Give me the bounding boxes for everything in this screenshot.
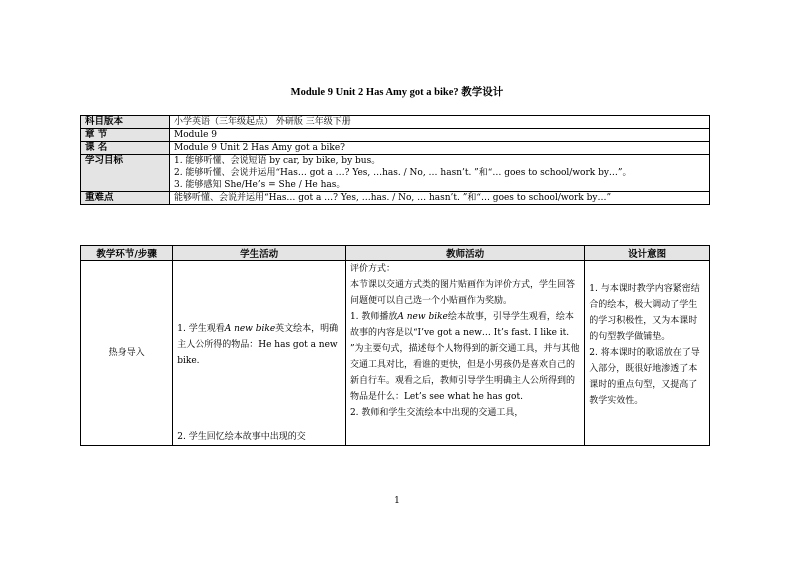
- header-stage: 教学环节/步骤: [81, 246, 173, 261]
- teacher-activity-cell: [345, 261, 584, 446]
- teaching-plan-table: [80, 245, 710, 446]
- student-activity-1: 1. 学生观看A new bike英文绘本，明确主人公所得的物品：He has got a new bike.: [177, 324, 339, 366]
- objective-1: 1. 能够听懂、会说短语 by car, by bike, by bus。: [174, 156, 381, 166]
- header-student-activity: 学生活动: [173, 246, 346, 261]
- document-title: Module 9 Unit 2 Has Amy got a bike? 教学设计: [290, 87, 504, 98]
- lesson-value: Module 9 Unit 2 Has Amy got a bike?: [170, 142, 710, 155]
- design-intent-1: 1. 与本课时教学内容紧密结合的绘本，极大调动了学生的学习积极性，又为本课时的句型教学做铺垫。: [589, 284, 700, 342]
- student-activity-cell: [173, 261, 346, 446]
- lesson-label: 课 名: [81, 142, 170, 155]
- objective-3: 3. 能够感知 She/He’s = She / He has。: [174, 180, 346, 190]
- header-design-intent: 设计意图: [585, 246, 710, 261]
- table-row: [81, 192, 710, 205]
- page-number: 1: [394, 496, 400, 506]
- subject-version-label: 科目版本: [81, 116, 170, 129]
- teacher-activity-1: 1. 教师播放A new bike绘本故事，引导学生观看，绘本故事的内容是以“I’ve got a new… It’s fast. I like it. ”为主要句式，描述每个人物得到的新交通工具，并与其他交通工具对比，看谁的更快，但是小男孩仍是喜欢自己的新自行车。观看之后，教师引导学生明确主人公所得到的物品是什么：Let’s see what he has got.: [349, 312, 580, 402]
- stage-cell: 热身导入: [81, 261, 173, 446]
- chapter-label: 章 节: [81, 129, 170, 142]
- table-row: [81, 155, 710, 192]
- header-teacher-activity: 教师活动: [345, 246, 584, 261]
- objectives-label: 学习目标: [81, 155, 170, 192]
- objective-2: 2. 能够听懂、会说并运用“Has… got a …? Yes, …has. / No, … hasn’t. ”和“… goes to school/work by…”。: [174, 168, 632, 178]
- design-intent-2: 2. 将本课时的歌谣放在了导入部分，既很好地渗透了本课时的重点句型，又提高了教学实效性。: [589, 348, 700, 406]
- teacher-activity-2: 2. 教师和学生交流绘本中出现的交通工具，: [349, 408, 524, 418]
- table-row: [81, 261, 710, 446]
- objectives-value: [170, 155, 710, 192]
- subject-version-value: 小学英语（三年级起点） 外研版 三年级下册: [170, 116, 710, 129]
- table-row: [81, 116, 710, 129]
- key-points-value: 能够听懂、会说并运用“Has… got a …? Yes, …has. / No, … hasn’t. ”和“… goes to school/work by…”: [170, 192, 710, 205]
- table-header-row: [81, 246, 710, 261]
- course-info-table: [80, 115, 710, 205]
- teacher-evaluation: 评价方式： 本节课以交通方式类的图片贴画作为评价方式，学生回答问题便可以自己选一个小贴画作为奖励。: [349, 264, 575, 306]
- table-row: [81, 129, 710, 142]
- key-points-label: 重难点: [81, 192, 170, 205]
- design-intent-cell: [585, 261, 710, 446]
- table-row: [81, 142, 710, 155]
- student-activity-2: 2. 学生回忆绘本故事中出现的交: [177, 432, 306, 442]
- chapter-value: Module 9: [170, 129, 710, 142]
